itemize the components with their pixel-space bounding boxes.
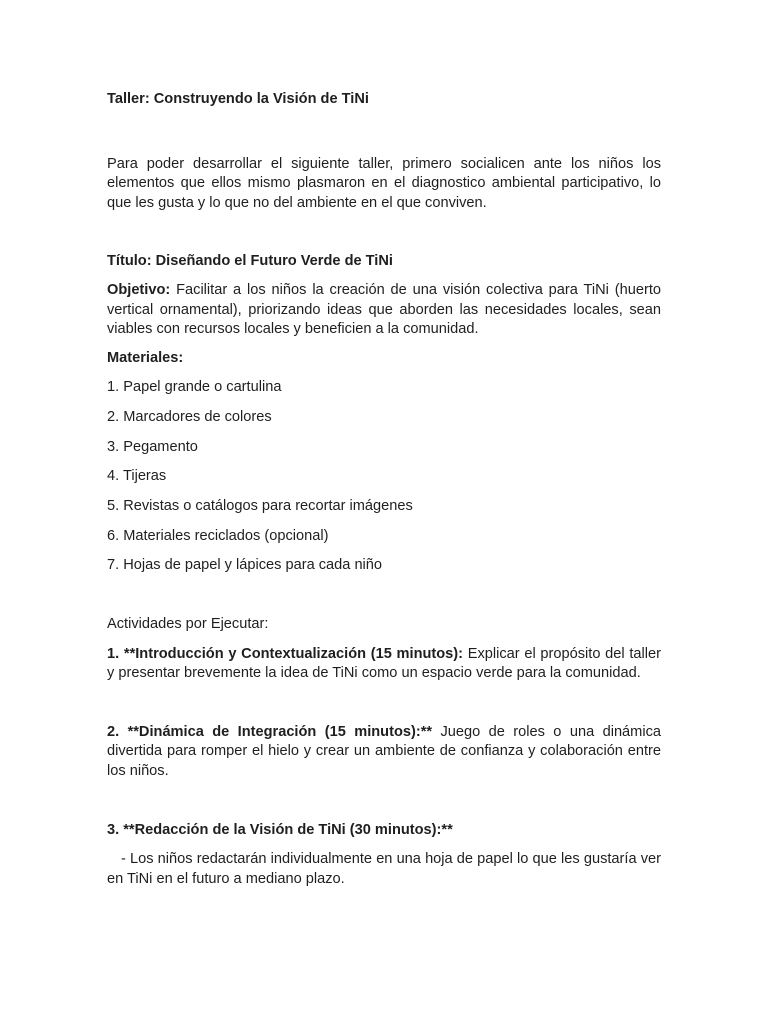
list-item: 2. Marcadores de colores [107, 409, 272, 426]
list-item: 7. Hojas de papel y lápices para cada niño [107, 557, 383, 574]
objective-label: Objetivo: [107, 281, 171, 298]
list-item: 6. Materiales reciclados (opcional) [107, 527, 329, 544]
document-title: Taller: Construyendo la Visión de TiNi [107, 91, 369, 107]
workshop-subtitle: Título: Diseñando el Futuro Verde de TiNi [107, 253, 393, 270]
activity-2 [107, 723, 661, 782]
activities-heading: Actividades por Ejecutar: [107, 616, 269, 633]
materials-heading: Materiales: [107, 349, 184, 366]
list-item: 4. Tijeras [107, 468, 167, 485]
activity-heading: 2. **Dinámica de Integración (15 minutos):** [107, 723, 433, 740]
objective-paragraph [107, 281, 661, 340]
activity-1 [107, 645, 661, 684]
list-item: 3. Pegamento [107, 438, 198, 455]
objective-text: Facilitar a los niños la creación de una visión colectiva para TiNi (huerto vertical ornamental), priorizando ideas que aborden las necesidades locales, sean viables con recursos locales y beneficien a la comunidad. [107, 281, 661, 338]
activity-text: Juego de roles o una dinámica divertida para romper el hielo y crear un ambiente de confianza y colaboración entre los niños. [107, 723, 661, 780]
activity-3-item: - Los niños redactarán individualmente en una hoja de papel lo que les gustaría ver en TiNi en el futuro a mediano plazo. [107, 851, 661, 887]
list-item: 5. Revistas o catálogos para recortar imágenes [107, 498, 413, 515]
activity-heading: 1. **Introducción y Contextualización (15 minutos): [107, 645, 464, 662]
activity-heading: 3. **Redacción de la Visión de TiNi (30 minutos):** [107, 821, 453, 838]
intro-paragraph: Para poder desarrollar el siguiente taller, primero socialicen ante los niños los elementos que ellos mismo plasmaron en el diagnostico ambiental participativo, lo que les gusta y lo que no del ambiente en el que conviven. [107, 155, 661, 211]
list-item: 1. Papel grande o cartulina [107, 379, 282, 396]
activity-3 [107, 821, 661, 841]
activity-text: Explicar el propósito del taller y presentar brevemente la idea de TiNi como un espacio verde para la comunidad. [107, 645, 661, 682]
materials-list [107, 378, 661, 576]
